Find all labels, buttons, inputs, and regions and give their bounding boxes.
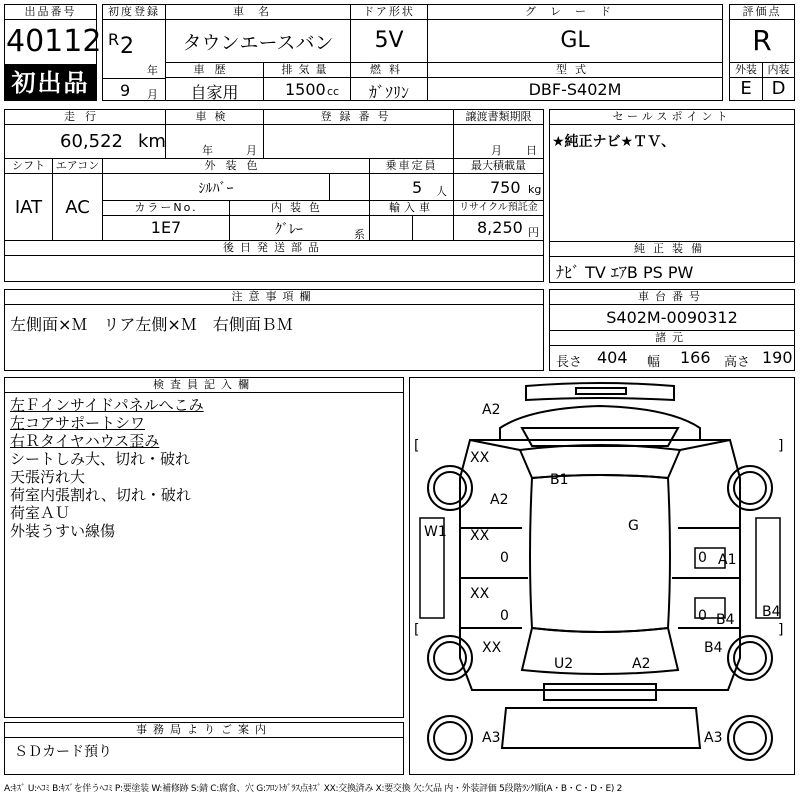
color-number: 1E7 [150,218,182,237]
recycle-fee: 8,250 [477,218,523,237]
office-text: ＳＤカード預り [14,744,112,760]
later-parts-label: 後日発送部品 [4,240,544,256]
height: 190 [762,348,793,367]
width: 166 [680,348,711,367]
displacement: 1500 [285,80,326,99]
damage-mark: XX [470,450,490,466]
inspection-month-unit: 月 [246,144,257,157]
chassis-label: 車台番号 [549,289,795,305]
notice-label: 注意事項欄 [4,289,544,305]
notice-text: 左側面×Ｍ リア左側×Ｍ 右側面ＢＭ [10,315,293,334]
shift: IAT [14,197,43,218]
year: 2 [120,34,134,59]
era: R [108,30,120,49]
lot-number-label: 出品番号 [4,4,97,20]
damage-mark: U2 [554,656,574,672]
interior-color: ｸﾞﾚｰ [275,222,303,238]
inspector-note: 外装うすい線傷 [10,522,116,540]
displacement-label: 排気量 [263,62,351,78]
damage-mark: A1 [718,552,737,568]
damage-diagram [409,377,795,775]
year-unit: 年 [147,64,158,77]
damage-mark: A2 [482,402,501,418]
car-name-label: 車名 [165,4,351,20]
inspector-note: 右Ｒタイヤハウス歪み [10,432,160,450]
import-label: 輸入車 [369,200,454,216]
capacity: 5 [412,178,423,197]
inspector-note: 荷室内張割れ、切れ・破れ [10,486,191,504]
inspector-note: 左コアサポートシワ [10,414,146,432]
bracket: [ [414,622,420,638]
shift-label: シフト [4,158,53,174]
damage-mark: W1 [424,524,447,540]
registration-number-label: 登録番号 [263,109,454,125]
recycle-fee-unit: 円 [528,226,539,239]
inspector-label: 検査員記入欄 [4,377,404,393]
interior-color-unit: 系 [354,228,365,241]
transfer-month-unit: 月 [491,144,502,157]
first-listing-badge: 初出品 [4,65,97,101]
bracket: ] [778,438,784,454]
recycle-label: リサイクル預託金 [453,200,544,216]
grade-label: グレード [427,4,723,20]
fuel-label: 燃料 [350,62,428,78]
grade: GL [560,28,590,53]
model-label: 型式 [427,62,723,78]
legend: A:ｷｽﾞ U:ﾍｺﾐ B:ｷｽﾞを伴うﾍｺﾐ P:要塗装 W:補修跡 S:錆 C:腐食、穴 G:ﾌﾛﾝﾄｶﾞﾗｽ点ｷｽﾞ XX:交換済み X:要交換 欠:欠品 内・外装評価 5段階ﾗﾝｸ順(A・B・C・D・E) 2 [4,784,623,794]
max-load-label: 最大積載量 [453,158,544,174]
mileage: 60,522 [60,131,123,152]
damage-mark: B1 [550,472,569,488]
capacity-unit: 人 [436,185,447,198]
fuel: ｶﾞｿﾘﾝ [368,83,409,102]
inspector-note: 天張汚れ大 [10,468,86,486]
bracket: [ [414,438,420,454]
damage-mark: XX [482,640,502,656]
transfer-deadline-label: 譲渡書類期限 [453,109,544,125]
damage-mark: 0 [698,550,707,566]
inspection-year-unit: 年 [202,144,213,157]
length: 404 [597,348,628,367]
car-outline-diagram [410,378,794,774]
inspector-note: 荷室ＡＵ [10,504,71,522]
history: 自家用 [190,83,239,102]
ac-label: エアコン [52,158,103,174]
exterior-color: ｼﾙﾊﾞｰ [198,181,234,197]
width-label: 幅 [647,355,661,370]
damage-mark: 0 [500,550,509,566]
damage-mark: B4 [762,604,781,620]
equipment-text: ﾅﾋﾞ TV ｴｱB PS PW [556,263,694,282]
inspection-label: 車検 [165,109,264,125]
damage-mark: A3 [704,730,723,746]
displacement-unit: cc [327,85,340,98]
chassis-number: S402M-0090312 [606,308,738,327]
max-load-unit: kg [528,183,542,196]
damage-mark: 0 [698,608,707,624]
bracket: ] [778,622,784,638]
interior-color-label: 内装色 [229,200,370,216]
damage-mark: A2 [632,656,651,672]
damage-mark: XX [470,586,490,602]
mileage-label: 走行 [4,109,166,125]
door-label: ドア形状 [350,4,428,20]
sales-point-label: セールスポイント [549,109,795,125]
later-parts-box [4,255,544,282]
damage-mark: XX [470,528,490,544]
interior-label: 内装 [762,62,795,78]
equipment-label: 純正装備 [549,241,795,257]
damage-mark: A3 [482,730,501,746]
history-label: 車歴 [165,62,264,78]
first-registration-label: 初度登録 [102,4,166,20]
office-label: 事務局よりご案内 [4,722,404,738]
lot-number: 40112 [6,24,102,59]
damage-mark: B4 [716,612,735,628]
damage-mark: 0 [500,608,509,624]
interior-grade: D [771,78,786,99]
damage-mark: G [628,518,639,534]
exterior-color-label: 外装色 [102,158,370,174]
door-type: 5V [374,28,404,53]
length-label: 長さ [556,355,583,370]
model-code: DBF-S402M [528,80,622,99]
inspector-note: シートしみ大、切れ・破れ [10,450,191,468]
max-load: 750 [490,178,521,197]
specs-label: 諸元 [549,330,795,346]
car-name: タウンエースバン [182,32,334,54]
exterior-grade: E [740,78,752,99]
inspector-notes [10,396,204,540]
month: 9 [120,81,131,100]
score: R [752,24,772,57]
month-unit: 月 [147,88,158,101]
score-label: 評価点 [729,4,795,20]
sales-point-text: ★純正ナビ★ＴＶ、 [552,134,676,150]
damage-mark: A2 [490,492,509,508]
height-label: 高さ [724,355,751,370]
color-number-label: カラーNo. [102,200,230,216]
mileage-unit: km [138,131,166,152]
capacity-label: 乗車定員 [369,158,454,174]
exterior-label: 外装 [729,62,763,78]
damage-mark: B4 [704,640,723,656]
air-conditioner: AC [65,197,90,218]
transfer-day-unit: 日 [526,144,537,157]
inspector-note: 左Ｆインサイドパネルへこみ [10,396,204,414]
